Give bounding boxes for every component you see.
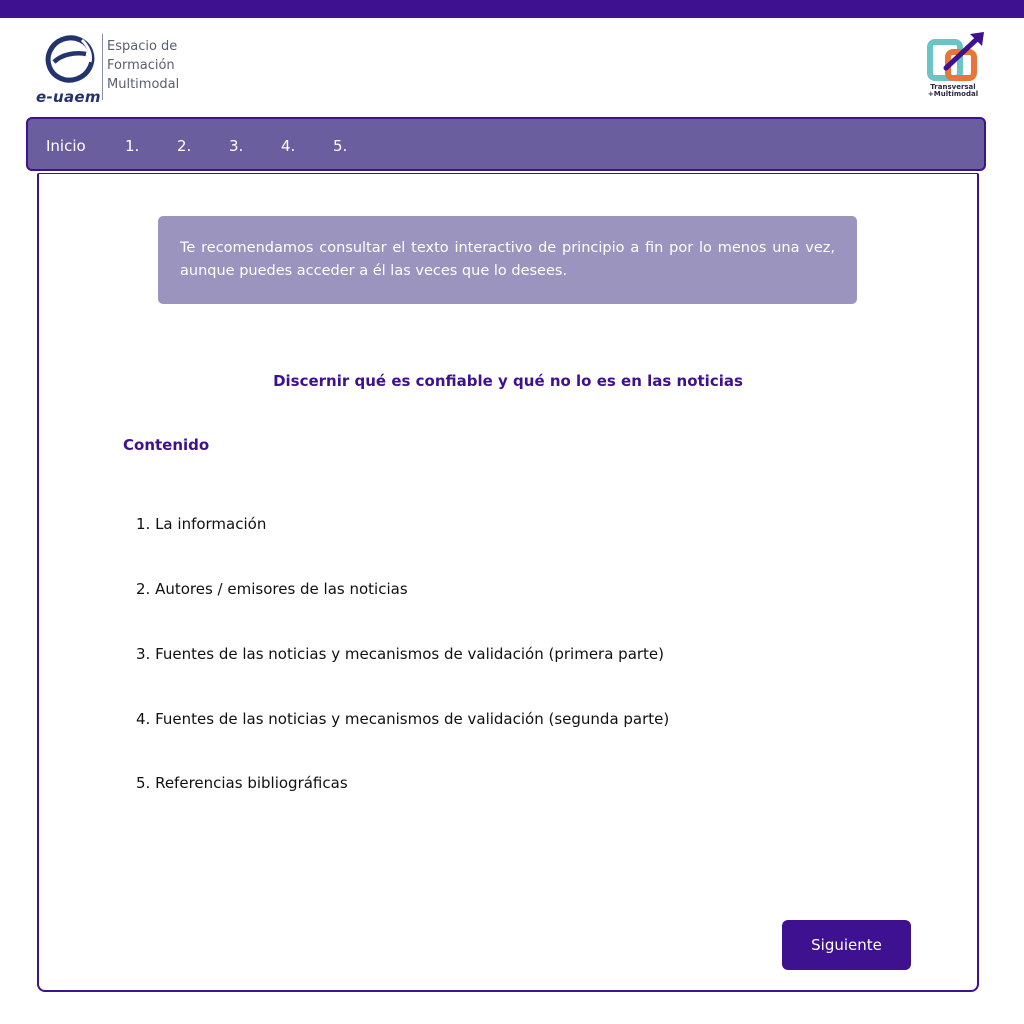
toc-item-4[interactable]: 4. Fuentes de las noticias y mecanismos de validación (segunda parte) (136, 710, 670, 728)
toc-item-5[interactable]: 5. Referencias bibliográficas (136, 774, 348, 792)
e-uaem-logo[interactable] (36, 32, 196, 104)
nav-item-2[interactable]: 2. (177, 137, 192, 155)
nav-item-3[interactable]: 3. (229, 137, 244, 155)
nav-item-inicio[interactable]: Inicio (46, 137, 86, 155)
toc-item-2[interactable]: 2. Autores / emisores de las noticias (136, 580, 408, 598)
toc-item-1[interactable]: 1. La información (136, 515, 267, 533)
transversal-multimodal-logo[interactable] (924, 32, 984, 102)
logo-wordmark: e-uaem (36, 88, 101, 106)
nav-item-5[interactable]: 5. (333, 137, 348, 155)
toc-item-3[interactable]: 3. Fuentes de las noticias y mecanismos de validación (primera parte) (136, 645, 665, 663)
top-accent-bar (0, 0, 1024, 18)
header (0, 18, 1024, 116)
nav-item-4[interactable]: 4. (281, 137, 296, 155)
transversal-label-line: Transversal (930, 83, 976, 91)
next-button[interactable]: Siguiente (782, 920, 911, 970)
page-title: Discernir qué es confiable y qué no lo es en las noticias (273, 372, 743, 390)
logo-line: Formación (107, 58, 175, 73)
logo-text (107, 37, 179, 94)
transversal-arrow-icon (924, 32, 984, 84)
e-uaem-emblem-icon (42, 32, 98, 84)
main-nav (26, 117, 986, 171)
nav-item-1[interactable]: 1. (125, 137, 140, 155)
recommendation-notice: Te recomendamos consultar el texto interactivo de principio a fin por lo menos una vez, aunque puedes acceder a él las veces que lo desees. (158, 216, 857, 304)
logo-line: Espacio de (107, 39, 178, 54)
transversal-label-line: +Multimodal (927, 90, 979, 98)
logo-divider (102, 34, 103, 100)
logo-line: Multimodal (107, 77, 180, 92)
transversal-label (924, 84, 982, 98)
contents-heading: Contenido (123, 436, 210, 454)
